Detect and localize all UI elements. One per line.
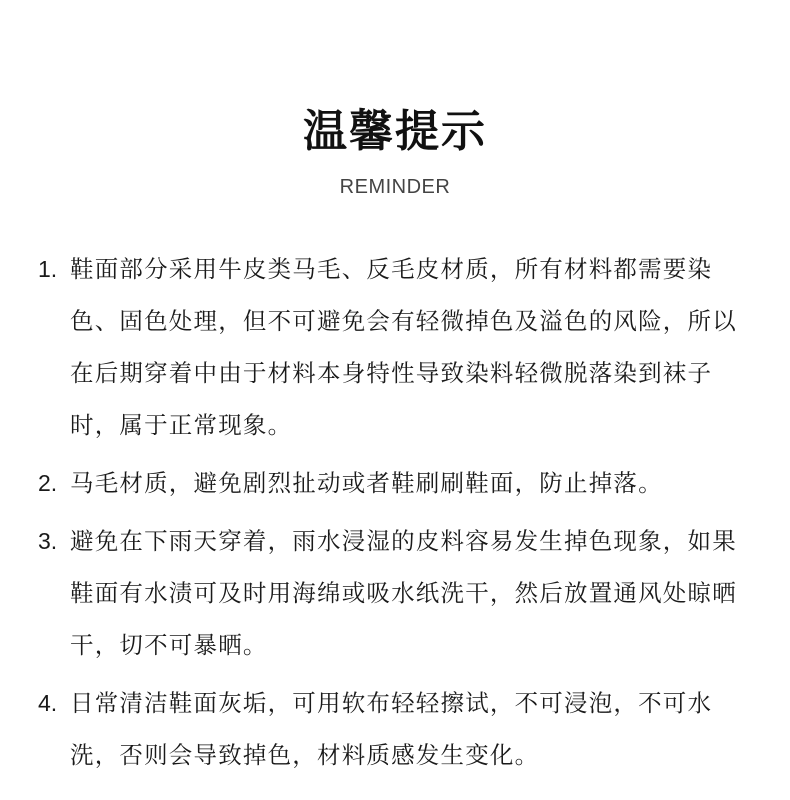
reminder-item-1	[38, 243, 760, 451]
item-text: 避免在下雨天穿着，雨水浸湿的皮料容易发生掉色现象，如果鞋面有水渍可及时用海绵或吸水纸洗干，然后放置通风处晾晒干，切不可暴晒。	[70, 527, 737, 659]
item-number: 3.	[38, 528, 58, 554]
reminder-item-3	[38, 515, 760, 671]
reminder-list	[38, 243, 760, 787]
reminder-item-2	[38, 457, 760, 509]
item-text: 鞋面部分采用牛皮类马毛、反毛皮材质，所有材料都需要染色、固色处理，但不可避免会有轻微掉色及溢色的风险，所以在后期穿着中由于材料本身特性导致染料轻微脱落染到袜子时，属于正常现象。	[70, 255, 737, 439]
item-number: 1.	[38, 256, 58, 282]
page-title: 温馨提示	[303, 106, 487, 157]
item-text: 马毛材质，避免剧烈扯动或者鞋刷刷鞋面，防止掉落。	[70, 469, 663, 497]
reminder-item-4	[38, 677, 760, 781]
item-number: 4.	[38, 690, 58, 716]
page-subtitle: REMINDER	[339, 176, 451, 198]
item-text: 日常清洁鞋面灰垢，可用软布轻轻擦试，不可浸泡，不可水洗，否则会导致掉色，材料质感发生变化。	[70, 689, 713, 769]
item-number: 2.	[38, 470, 58, 496]
